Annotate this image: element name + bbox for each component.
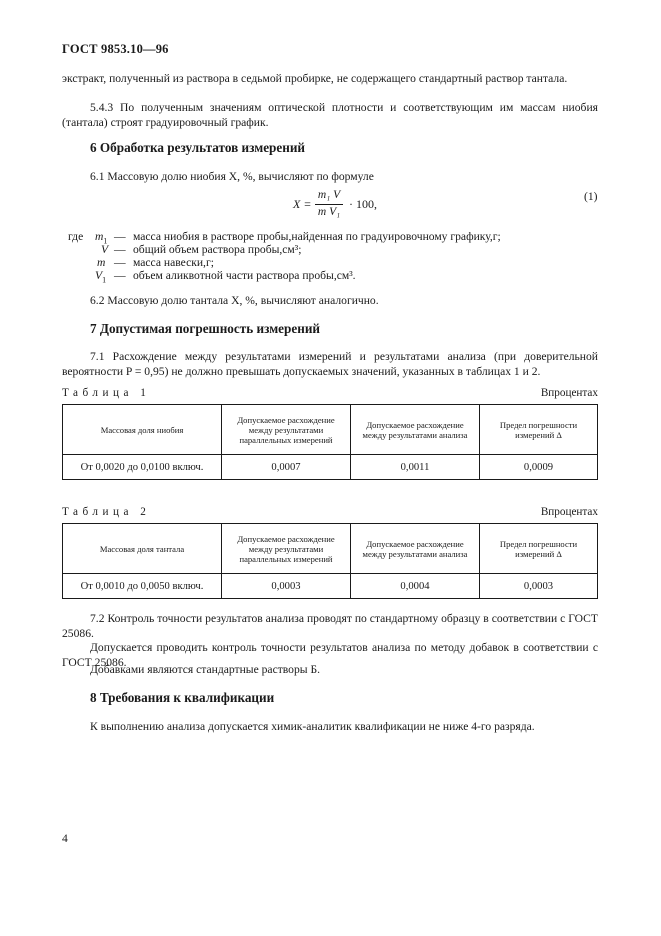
formula-denominator: m V₁ [317, 206, 341, 218]
table-row [63, 574, 598, 599]
table-header-cell: Допускаемое расхождение между результатами анализа [351, 524, 480, 574]
table-1-unit: Впроцентах [540, 387, 598, 399]
table-header-cell: Предел погрешности измерений Δ [480, 405, 598, 455]
paragraph-8: К выполнению анализа допускается химик-аналитик квалификации не ниже 4-го разряда. [90, 720, 535, 733]
table-cell: 0,0009 [480, 455, 598, 480]
where-dash: — [114, 269, 126, 282]
where-label: где [68, 230, 84, 243]
paragraph-6-1: 6.1 Массовую долю ниобия X, %, вычисляют по формуле [90, 170, 374, 183]
equation-number: (1) [584, 190, 598, 203]
page-number: 4 [62, 832, 68, 845]
where-dash: — [114, 256, 126, 269]
section-6-title: 6 Обработка результатов измерений [90, 140, 306, 155]
paragraph-7-1: 7.1 Расхождение между результатами измерений и результатами анализа (при доверительной вероятности P = 0,95) не должно превышать допускаемых значений, указанных в таблицах 1 и 2. [62, 350, 598, 378]
table-header-cell: Предел погрешности измерений Δ [480, 524, 598, 574]
table-cell: От 0,0010 до 0,0050 включ. [63, 574, 222, 599]
formula-tail: · 100, [349, 197, 377, 211]
paragraph-6-2: 6.2 Массовую долю тантала X, %, вычисляют аналогично. [90, 294, 379, 307]
where-item: $V_1$ [95, 269, 107, 285]
fraction-bar [315, 204, 343, 205]
section-7-title: 7 Допустимая погрешность измерений [90, 321, 321, 336]
table-cell: 0,0007 [222, 455, 351, 480]
table-header-cell: Допускаемое расхождение между результатами параллельных измерений [222, 524, 351, 574]
table-cell: От 0,0020 до 0,0100 включ. [63, 455, 222, 480]
intro-paragraph: экстракт, полученный из раствора в седьмой пробирке, не содержащего стандартный раствор тантала. [62, 72, 568, 85]
where-desc: общий объем раствора пробы,см³; [133, 243, 302, 256]
where-dash: — [114, 230, 126, 243]
paragraph-7-2: 7.2 Контроль точности результатов анализа проводят по стандартному образцу в соответствии с ГОСТ 25086. [62, 612, 598, 640]
formula-lhs: X = [293, 197, 312, 211]
table-cell: 0,0003 [480, 574, 598, 599]
table-2-caption: Таблица 2 [62, 506, 151, 518]
table-header-row [63, 405, 598, 455]
formula-numerator: m₁ V [317, 189, 341, 201]
paragraph-7-2-standards: Добавками являются стандартные растворы Б. [90, 663, 321, 676]
table-header-cell: Массовая доля ниобия [63, 405, 222, 455]
table-header-cell: Массовая доля тантала [63, 524, 222, 574]
table-cell: 0,0004 [351, 574, 480, 599]
table-1-caption: Таблица 1 [62, 387, 151, 399]
where-item: m [97, 256, 106, 269]
table-header-row [63, 524, 598, 574]
where-item: V [101, 243, 109, 256]
paragraph-5-4-3: 5.4.3 По полученным значениям оптической плотности и соответствующим им массам ниобия (тантала) строят градуировочный график. [62, 101, 598, 129]
table-row [63, 455, 598, 480]
where-item: $m_1$ [95, 230, 108, 246]
paragraph-7-2-additions: Допускается проводить контроль точности результатов анализа по методу добавок в соответствии с ГОСТ 25086. [62, 641, 598, 669]
where-desc: объем аликвотной части раствора пробы,см³. [133, 269, 356, 282]
where-desc: масса ниобия в растворе пробы,найденная по градуировочному графику,г; [133, 230, 501, 243]
table-cell: 0,0011 [351, 455, 480, 480]
document-header: ГОСТ 9853.10—96 [62, 42, 169, 56]
table-cell: 0,0003 [222, 574, 351, 599]
table-header-cell: Допускаемое расхождение между результатами анализа [351, 405, 480, 455]
section-8-title: 8 Требования к квалификации [90, 690, 275, 705]
table-1 [62, 404, 598, 480]
table-2 [62, 523, 598, 599]
where-dash: — [114, 243, 126, 256]
where-desc: масса навески,г; [133, 256, 214, 269]
table-header-cell: Допускаемое расхождение между результатами параллельных измерений [222, 405, 351, 455]
table-2-unit: Впроцентах [540, 506, 598, 518]
